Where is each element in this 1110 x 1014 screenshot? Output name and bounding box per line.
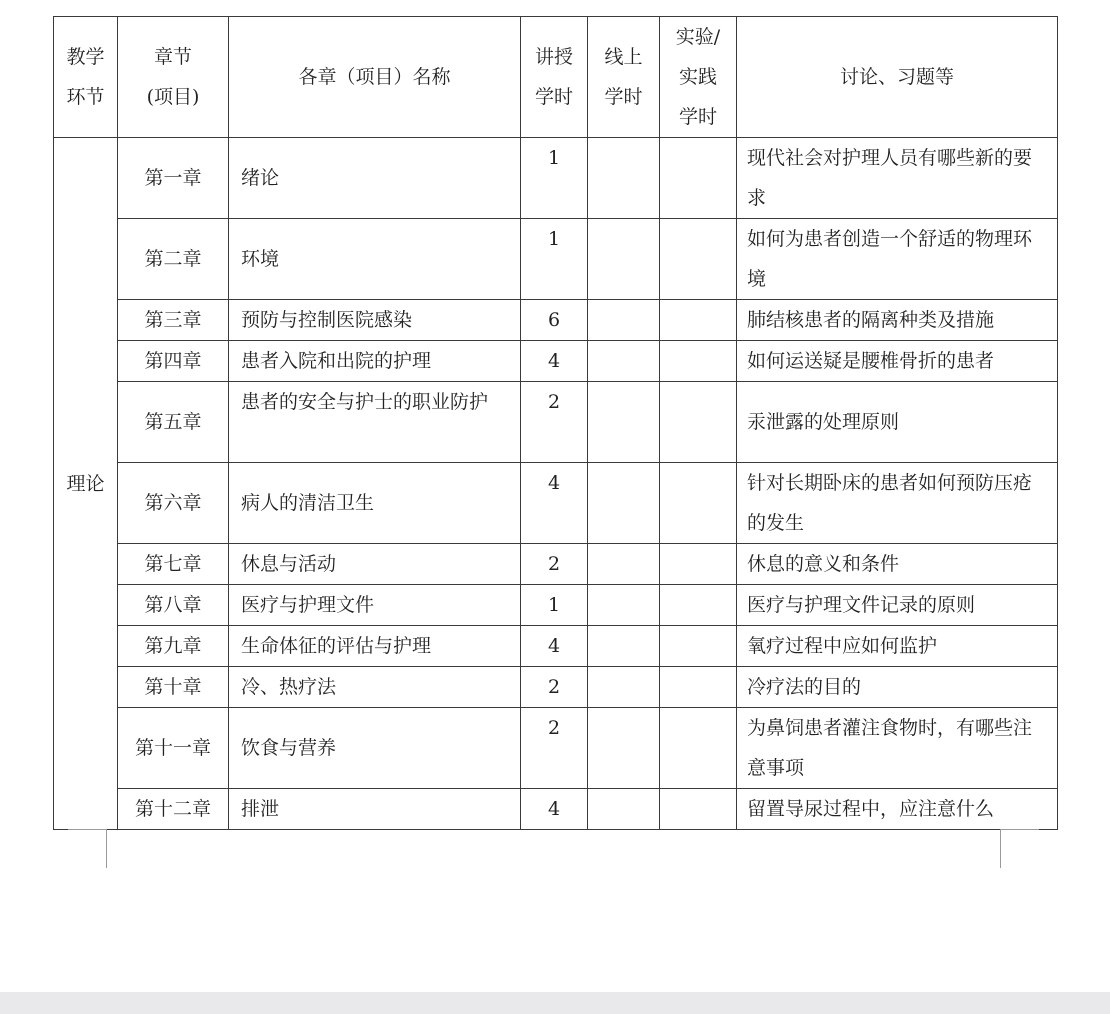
chapter-cell: 第二章	[118, 219, 229, 300]
table-row	[54, 138, 1058, 219]
table-row	[54, 219, 1058, 300]
chapter-cell: 第四章	[118, 341, 229, 382]
chapter-name-cell: 饮食与营养	[229, 708, 521, 789]
practice-hours-cell	[660, 544, 737, 585]
table-row	[54, 789, 1058, 830]
practice-hours-cell	[660, 300, 737, 341]
chapter-name-cell: 预防与控制医院感染	[229, 300, 521, 341]
online-hours-cell	[588, 463, 660, 544]
chapter-cell: 第八章	[118, 585, 229, 626]
online-hours-cell	[588, 219, 660, 300]
chapter-cell: 第五章	[118, 382, 229, 463]
lecture-hours-cell: 4	[521, 463, 588, 544]
lecture-hours-cell: 1	[521, 219, 588, 300]
discussion-cell: 医疗与护理文件记录的原则	[737, 585, 1058, 626]
chapter-name-cell: 病人的清洁卫生	[229, 463, 521, 544]
lecture-hours-cell: 4	[521, 626, 588, 667]
table-row	[54, 708, 1058, 789]
chapter-name-cell: 医疗与护理文件	[229, 585, 521, 626]
table-row	[54, 300, 1058, 341]
table-row	[54, 382, 1058, 463]
section-cell: 理论	[54, 138, 118, 830]
lecture-hours-cell: 2	[521, 667, 588, 708]
chapter-name-cell: 环境	[229, 219, 521, 300]
page-corner-mark-left	[68, 829, 107, 868]
header-lecture-hours: 讲授学时	[521, 17, 588, 138]
table-row	[54, 585, 1058, 626]
lecture-hours-cell: 4	[521, 789, 588, 830]
discussion-cell: 如何为患者创造一个舒适的物理环境	[737, 219, 1058, 300]
discussion-cell: 休息的意义和条件	[737, 544, 1058, 585]
lecture-hours-cell: 2	[521, 708, 588, 789]
online-hours-cell	[588, 626, 660, 667]
chapter-name-cell: 绪论	[229, 138, 521, 219]
chapter-cell: 第九章	[118, 626, 229, 667]
page-corner-mark-right	[1000, 829, 1039, 868]
discussion-cell: 汞泄露的处理原则	[737, 382, 1058, 463]
table-row	[54, 463, 1058, 544]
table-header-row	[54, 17, 1058, 138]
online-hours-cell	[588, 138, 660, 219]
online-hours-cell	[588, 544, 660, 585]
chapter-name-cell: 休息与活动	[229, 544, 521, 585]
chapter-cell: 第六章	[118, 463, 229, 544]
header-name: 各章（项目）名称	[229, 17, 521, 138]
practice-hours-cell	[660, 382, 737, 463]
discussion-cell: 针对长期卧床的患者如何预防压疮的发生	[737, 463, 1058, 544]
practice-hours-cell	[660, 341, 737, 382]
online-hours-cell	[588, 300, 660, 341]
lecture-hours-cell: 1	[521, 138, 588, 219]
discussion-cell: 氧疗过程中应如何监护	[737, 626, 1058, 667]
table-row	[54, 667, 1058, 708]
practice-hours-cell	[660, 585, 737, 626]
discussion-cell: 肺结核患者的隔离种类及措施	[737, 300, 1058, 341]
discussion-cell: 为鼻饲患者灌注食物时，有哪些注意事项	[737, 708, 1058, 789]
discussion-cell: 如何运送疑是腰椎骨折的患者	[737, 341, 1058, 382]
lecture-hours-cell: 2	[521, 544, 588, 585]
chapter-cell: 第三章	[118, 300, 229, 341]
header-online-hours: 线上学时	[588, 17, 660, 138]
chapter-cell: 第十章	[118, 667, 229, 708]
online-hours-cell	[588, 341, 660, 382]
online-hours-cell	[588, 585, 660, 626]
table-row	[54, 341, 1058, 382]
practice-hours-cell	[660, 708, 737, 789]
practice-hours-cell	[660, 626, 737, 667]
header-practice-hours: 实验/实践学时	[660, 17, 737, 138]
lecture-hours-cell: 6	[521, 300, 588, 341]
practice-hours-cell	[660, 789, 737, 830]
online-hours-cell	[588, 708, 660, 789]
lecture-hours-cell: 1	[521, 585, 588, 626]
chapter-cell: 第一章	[118, 138, 229, 219]
course-schedule-table	[53, 16, 1058, 830]
chapter-name-cell: 患者入院和出院的护理	[229, 341, 521, 382]
chapter-cell: 第十一章	[118, 708, 229, 789]
chapter-name-cell: 排泄	[229, 789, 521, 830]
chapter-name-cell: 患者的安全与护士的职业防护	[229, 382, 521, 463]
practice-hours-cell	[660, 667, 737, 708]
header-section: 教学环节	[54, 17, 118, 138]
table-row	[54, 626, 1058, 667]
header-chapter: 章节(项目)	[118, 17, 229, 138]
table-row	[54, 544, 1058, 585]
discussion-cell: 冷疗法的目的	[737, 667, 1058, 708]
chapter-name-cell: 冷、热疗法	[229, 667, 521, 708]
practice-hours-cell	[660, 138, 737, 219]
lecture-hours-cell: 4	[521, 341, 588, 382]
lecture-hours-cell: 2	[521, 382, 588, 463]
chapter-cell: 第十二章	[118, 789, 229, 830]
online-hours-cell	[588, 382, 660, 463]
chapter-name-cell: 生命体征的评估与护理	[229, 626, 521, 667]
practice-hours-cell	[660, 463, 737, 544]
discussion-cell: 现代社会对护理人员有哪些新的要求	[737, 138, 1058, 219]
online-hours-cell	[588, 789, 660, 830]
page-gap	[0, 992, 1110, 1014]
practice-hours-cell	[660, 219, 737, 300]
header-discussion: 讨论、习题等	[737, 17, 1058, 138]
online-hours-cell	[588, 667, 660, 708]
chapter-cell: 第七章	[118, 544, 229, 585]
discussion-cell: 留置导尿过程中，应注意什么	[737, 789, 1058, 830]
